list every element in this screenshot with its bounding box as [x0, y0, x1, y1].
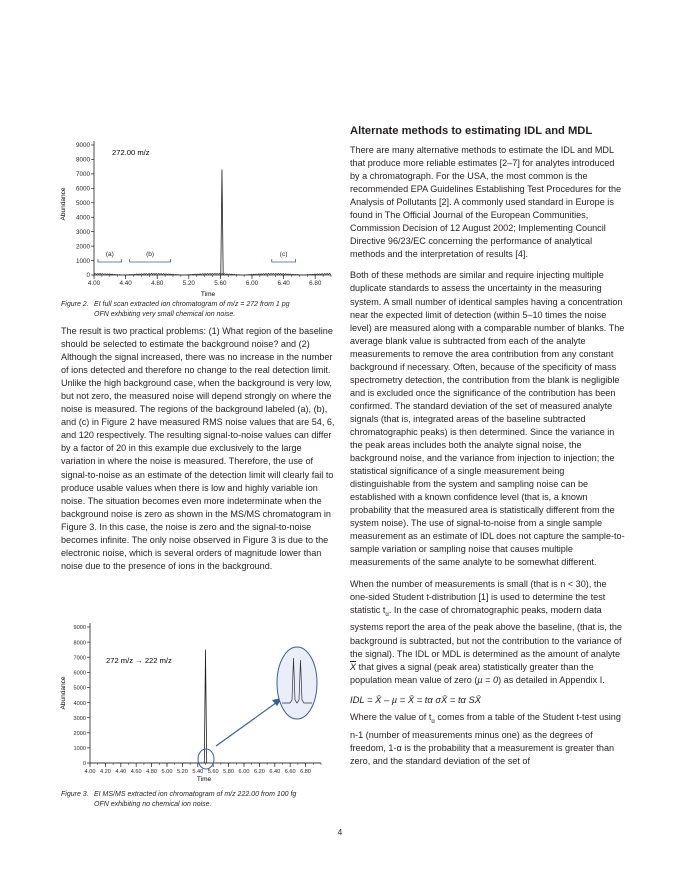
- figure3-caption-line2: OFN exhibiting no chemical ion noise.: [94, 801, 212, 808]
- fig3-x-tick-label: 5.40: [192, 769, 204, 775]
- p3-part-d: ) as detailed in Appendix I.: [498, 674, 605, 685]
- fig3-x-tick-label: 4.80: [146, 769, 158, 775]
- fig2-x-tick-label: 6.00: [245, 280, 259, 287]
- p4-part-b: comes from a table of the Student t-test using n-1 (number of measurements minus one) as the degrees of freedom, 1-α is the probability that a measurement is greater than zero, and the standard deviation of the set of: [350, 711, 621, 766]
- fig2-x-tick-label: 4.40: [119, 280, 132, 287]
- fig3-x-tick-label: 6.40: [269, 769, 281, 775]
- right-paragraph-3: [350, 578, 625, 687]
- figure3-caption-line1: EI MS/MS extracted ion chromatogram of m/z 222.00 from 100 fg: [94, 791, 297, 798]
- p4-subscript: α: [431, 718, 435, 725]
- fig3-y-tick-label: 3000: [73, 715, 86, 722]
- right-paragraph-1: There are many alternative methods to estimate the IDL and MDL that produce more reliable estimates [2–7] for analytes introduced by a chromatograph. For the USA, the most common is the recommended EPA Guidelines Establishing Test Procedures for the Analysis of Pollutants [2]. A commonly used standard in Europe is found in The Official Journal of the European Communities, Commission Decision of 12 August 2002; Implementing Council Directive 96/23/EC concerning the performance of analytical methods and the interpretation of results [4].: [350, 145, 622, 260]
- figure2-annotation-label: (c): [279, 251, 288, 258]
- figure2-chart: [56, 128, 346, 300]
- figure2-xlabel: Time: [200, 291, 216, 298]
- figure3-title: 272 m/z → 222 m/z: [106, 656, 172, 665]
- figure3-caption: [61, 790, 346, 810]
- fig3-x-tick-label: 5.80: [223, 769, 235, 775]
- fig3-peak: [204, 650, 206, 763]
- figure2-annotation-label: (b): [146, 251, 155, 258]
- right-paragraph-4: [350, 711, 625, 768]
- fig3-x-tick-label: 6.80: [300, 769, 312, 775]
- figure2-bracket: [130, 259, 171, 262]
- fig2-y-tick-label: 3000: [75, 228, 90, 236]
- figure2-annotations: [98, 251, 296, 262]
- figure3-zoom-inset: [198, 647, 317, 769]
- p3-mu: µ = 0: [477, 674, 499, 685]
- right-paragraph-2: Both of these methods are similar and require injecting multiple duplicate standards to assess the uncertainty in the measuring system. A small number of identical samples having a concentration near the expected limit of detection (within 5–10 times the noise level) are measured along with a comparable number of blanks. The average blank value is subtracted from each of the analyte measurements to remove the area contribution from any constant background if necessary. Often, because of the specificity of mass spectrometry detection, the contribution from the blank is negligible and is excluded once the significance of the contribution has been confirmed. The standard deviation of the set of measured analyte signals (that is, integrated areas of the baseline subtracted chromatographic peaks) is then determined. Since the variance in the peak areas includes both the analyte signal noise, the background noise, and the variance from injection to injection; the statistical significance of a single measurement being distinguishable from the system and sampling noise can be established with a known confidence level (that is, a known probability that the measured area is statistically different from the system noise). The use of signal-to-noise from a single sample measurement as an estimate of IDL does not capture the sample-to-sample variation or sampling noise that causes multiple measurements of the same analyte to be somewhat different.: [350, 270, 625, 568]
- figure2-x-axis: [88, 275, 331, 287]
- figure3-zoom-arrow: [216, 700, 280, 746]
- fig2-y-tick-label: 7000: [75, 171, 90, 179]
- fig3-x-tick-label: 4.60: [130, 769, 142, 775]
- fig3-y-tick-label: 5000: [73, 685, 86, 692]
- figure2-bracket: [272, 259, 296, 262]
- fig3-y-tick-label: 9000: [73, 625, 86, 632]
- fig2-x-tick-label: 4.00: [87, 280, 101, 287]
- figure2-caption-line2: OFN exhibiting very small chemical ion noise.: [94, 311, 236, 318]
- fig3-x-tick-label: 6.60: [284, 769, 296, 775]
- left-column: [61, 325, 338, 573]
- figure3-y-axis: [74, 623, 90, 767]
- figure3-caption-label: Figure 3.: [61, 791, 89, 798]
- fig2-y-tick-label: 6000: [75, 185, 90, 193]
- fig2-y-tick-label: 0: [86, 272, 90, 280]
- fig2-y-tick-label: 5000: [75, 199, 90, 207]
- p3-part-b: . In the case of chromatographic peaks, modern data systems report the area of the peak above the baseline, (that is, the background is subtracted, but not the contribution to the variance of the signal). The IDL or MDL is determined as the amount of analyte: [350, 604, 622, 659]
- fig3-x-tick-label: 5.20: [176, 769, 188, 775]
- fig2-y-tick-label: 1000: [75, 257, 90, 265]
- figure2-caption-label: Figure 2.: [61, 301, 89, 308]
- section-heading: Alternate methods to estimating IDL and MDL: [350, 125, 593, 137]
- figure2-caption-line1: EI full scan extracted ion chromatogram of m/z = 272 from 1 pg: [94, 301, 290, 308]
- figure2-ylabel: Abundance: [60, 187, 67, 221]
- figure2-annotation-label: (a): [105, 251, 114, 258]
- figure3-chart: [56, 618, 346, 783]
- right-column: [350, 124, 625, 768]
- figure3-xlabel: Time: [196, 776, 212, 783]
- fig3-x-tick-label: 4.40: [115, 769, 127, 775]
- fig2-x-tick-label: 4.80: [151, 280, 164, 287]
- figure2-bracket: [98, 259, 122, 262]
- fig2-y-tick-label: 2000: [75, 243, 90, 251]
- fig3-x-tick-label: 6.00: [238, 769, 250, 775]
- figure3-x-axis: [82, 761, 321, 775]
- fig3-y-tick-label: 0: [82, 761, 86, 768]
- figure3-peak-highlight: [198, 749, 214, 769]
- p3-xbar: $\overline{X}$: [350, 661, 357, 672]
- figure2-y-axis: [76, 141, 94, 279]
- fig3-x-tick-label: 5.60: [207, 769, 219, 775]
- p3-subscript: α: [385, 611, 389, 618]
- fig2-y-tick-label: 4000: [75, 214, 90, 222]
- p3-part-c: that gives a signal (peak area) statistically greater than the population mean value of zero (: [350, 661, 594, 685]
- fig3-x-tick-label: 4.20: [99, 769, 111, 775]
- fig3-x-tick-label: 6.20: [253, 769, 265, 775]
- p3-part-a: When the number of measurements is small (that is n < 30), the one-sided Student t-distribution [1] is used to determine the test statistic t: [350, 578, 607, 615]
- fig3-y-tick-label: 2000: [73, 730, 86, 737]
- fig3-y-tick-label: 6000: [73, 670, 86, 677]
- page-number: 4: [337, 828, 343, 837]
- figure3-zoom-ellipse: [277, 647, 317, 719]
- left-paragraph-1: The result is two practical problems: (1) What region of the baseline should be selected to estimate the background noise? and (2) Although the signal increased, there was no increase in the number of ions detected and therefore no change to the real detection limit. Unlike the high background case, when the background is very low, but not zero, the measured noise will depend strongly on where the noise is measured. The regions of the background labeled (a), (b), and (c) in Figure 2 have measured RMS noise values that are 54, 6, and 120 respectively. The resulting signal-to-noise values can differ by a factor of 20 in this example due exclusively to the large variation in where the noise is measured. Therefore, the use of signal-to-noise as an estimate of the detection limit will clearly fail to produce usable values when there is low and highly variable ion noise. The situation becomes even more indeterminate when the background noise is zero as shown in the MS/MS chromatogram in Figure 3. In this case, the noise is zero and the signal-to-noise becomes infinite. The only noise observed in Figure 3 is due to the electronic noise, which is several orders of magnitude lower than noise due to the presence of ions in the background.: [61, 326, 335, 571]
- fig2-x-tick-label: 5.60: [214, 280, 227, 287]
- fig2-y-tick-label: 9000: [75, 142, 90, 150]
- idl-equation: IDL = X̄ – µ = X̄ = tα σX̄ = tα SX̄: [350, 693, 482, 705]
- fig2-x-tick-label: 6.80: [309, 280, 322, 287]
- fig3-y-tick-label: 7000: [73, 655, 86, 662]
- figure3-ylabel: Abundance: [60, 676, 67, 710]
- fig2-peak: [221, 170, 223, 275]
- figure2-title: 272.00 m/z: [112, 148, 150, 157]
- fig3-y-tick-label: 8000: [73, 640, 86, 647]
- fig2-x-tick-label: 5.20: [182, 280, 195, 287]
- fig3-y-tick-label: 4000: [73, 700, 86, 707]
- figure2-caption: [61, 300, 346, 320]
- fig3-x-tick-label: 4.00: [84, 769, 96, 775]
- fig2-x-tick-label: 6.40: [277, 280, 290, 287]
- fig3-x-tick-label: 5.00: [161, 769, 173, 775]
- fig2-y-tick-label: 8000: [75, 156, 90, 164]
- p4-part-a: Where the value of t: [350, 711, 432, 722]
- fig3-y-tick-label: 1000: [73, 746, 86, 753]
